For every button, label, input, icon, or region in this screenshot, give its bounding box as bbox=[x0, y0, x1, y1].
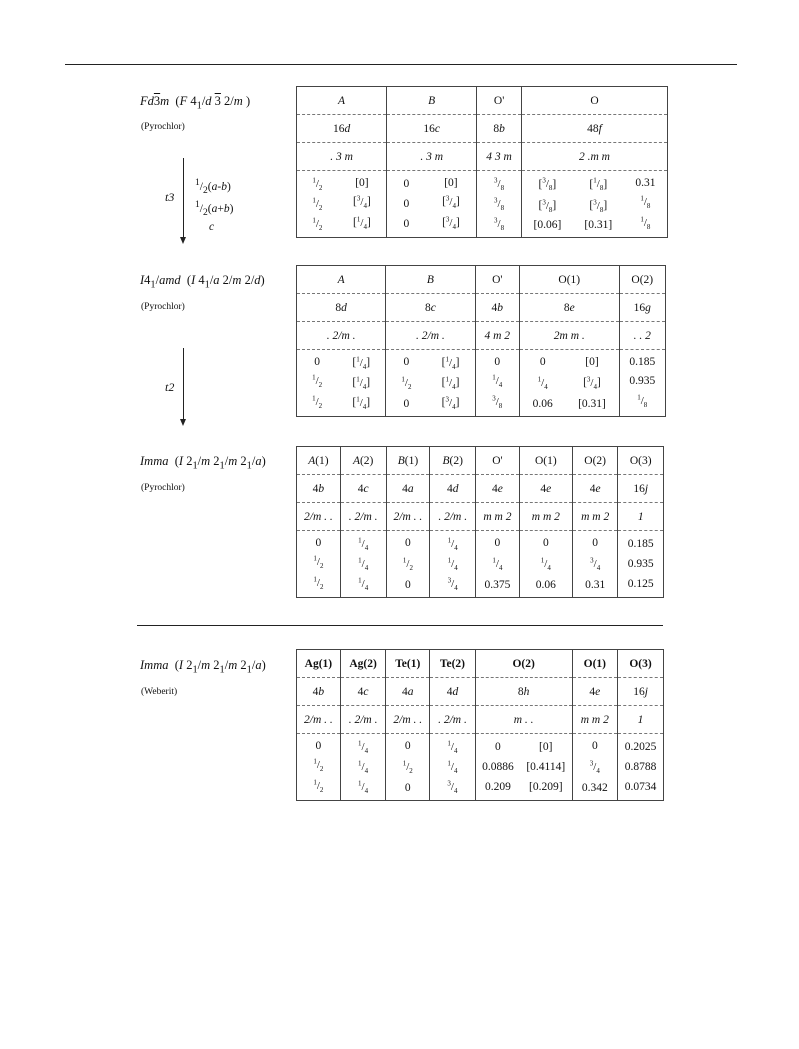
wyckoff-head-cell: O(1) bbox=[519, 447, 572, 475]
coordinate-value: $^1/_2$ bbox=[312, 373, 323, 389]
coordinate-value: $^1/_4$ bbox=[358, 759, 369, 775]
subgroup-index: t3 bbox=[165, 190, 175, 204]
structure-type-label: (Weberit) bbox=[141, 687, 178, 697]
coordinate-value: $[^1/_4]$ bbox=[353, 215, 371, 232]
wyckoff-wy-cell: 48f bbox=[521, 115, 667, 143]
coordinate-cell bbox=[297, 531, 341, 598]
wyckoff-head-cell: O(1) bbox=[572, 650, 618, 678]
wyckoff-head-cell: O(2) bbox=[572, 447, 618, 475]
coordinate-value: $[^1/_8]$ bbox=[589, 176, 608, 193]
wyckoff-wy-cell: 4c bbox=[340, 678, 386, 706]
wyckoff-wy-cell: 8b bbox=[477, 115, 522, 143]
coordinate-value: 0 bbox=[314, 355, 321, 368]
coordinate-value: 0 bbox=[403, 218, 410, 230]
structure-type-label: (Pyrochlor) bbox=[141, 302, 185, 312]
coordinate-value: [0] bbox=[355, 176, 369, 189]
space-group-label: $I4_1$/amd (I $4_1/a$ 2/m 2/d) bbox=[140, 273, 265, 291]
coordinate-value: $^1/_2$ bbox=[312, 176, 323, 192]
coordinate-value: $[^3/_4]$ bbox=[583, 375, 601, 391]
wyckoff-wy-cell: 4c bbox=[340, 475, 386, 503]
wyckoff-head-cell: O' bbox=[475, 266, 519, 294]
coordinate-value: $^1/_4$ bbox=[447, 536, 458, 552]
coordinate-value: 0 bbox=[405, 578, 411, 591]
coordinate-value: $^1/_4$ bbox=[358, 576, 369, 592]
coordinate-value: $^1/_2$ bbox=[313, 778, 324, 795]
wyckoff-head-cell: O' bbox=[476, 447, 520, 475]
wyckoff-head-cell: A(2) bbox=[340, 447, 386, 475]
wyckoff-sym-cell: 2/m . . bbox=[386, 503, 430, 531]
coordinate-value: $^1/_4$ bbox=[358, 779, 369, 795]
coordinate-cell bbox=[477, 171, 522, 238]
coordinate-value: 0.935 bbox=[629, 375, 656, 388]
coordinate-value: 0 bbox=[592, 537, 599, 550]
coordinate-cell bbox=[297, 734, 341, 801]
coordinate-value: $[^3/_8]$ bbox=[589, 198, 608, 214]
coordinate-value: 0 bbox=[403, 198, 410, 210]
coordinate-value: 0.31 bbox=[585, 578, 606, 591]
coordinate-value: $[^1/_4]$ bbox=[352, 375, 371, 391]
wyckoff-table bbox=[296, 86, 668, 238]
coordinate-value: $^3/_4$ bbox=[589, 759, 600, 775]
coordinate-value: $^3/_4$ bbox=[447, 779, 458, 795]
wyckoff-sym-cell: 1 bbox=[618, 706, 664, 734]
wyckoff-head-cell: A bbox=[297, 266, 386, 294]
wyckoff-head-cell: O(3) bbox=[618, 650, 664, 678]
wyckoff-sym-cell: . 2/m . bbox=[340, 503, 386, 531]
coordinate-cell bbox=[430, 531, 476, 598]
coordinate-cell bbox=[386, 734, 430, 801]
coordinate-cell bbox=[476, 531, 520, 598]
coordinate-value: 0.06 bbox=[532, 397, 553, 410]
wyckoff-wy-cell: 4e bbox=[572, 678, 618, 706]
coordinate-value: 0 bbox=[315, 739, 322, 752]
subgroup-arrow bbox=[183, 158, 184, 238]
coordinate-value: $[^3/_4]$ bbox=[442, 215, 460, 232]
coordinate-value: $^1/_4$ bbox=[358, 536, 369, 552]
coordinate-value: $[^3/_4]$ bbox=[442, 194, 460, 210]
coordinate-cell bbox=[297, 350, 386, 417]
coordinate-value: 0.31 bbox=[635, 176, 656, 189]
wyckoff-wy-cell: 4b bbox=[297, 678, 341, 706]
coordinate-value: 0.342 bbox=[581, 781, 608, 794]
wyckoff-head-cell: A(1) bbox=[297, 447, 341, 475]
coordinate-value: [0] bbox=[444, 176, 458, 189]
coordinate-value: $^1/_4$ bbox=[447, 759, 458, 775]
coordinate-value: $^1/_8$ bbox=[640, 194, 651, 210]
coordinate-value: $[^3/_4]$ bbox=[353, 194, 371, 210]
wyckoff-head-cell: O(2) bbox=[619, 266, 665, 294]
coordinate-cell bbox=[475, 350, 519, 417]
wyckoff-table bbox=[296, 649, 664, 801]
coordinate-value: $^1/_8$ bbox=[637, 393, 648, 410]
coordinate-value: $[^1/_4]$ bbox=[441, 375, 460, 391]
coordinate-cell bbox=[386, 350, 475, 417]
wyckoff-head-cell: O bbox=[521, 87, 667, 115]
wyckoff-head-cell: O(2) bbox=[475, 650, 572, 678]
wyckoff-head-cell: O' bbox=[477, 87, 522, 115]
wyckoff-wy-cell: 4e bbox=[519, 475, 572, 503]
coordinate-value: 0.0886 bbox=[482, 761, 514, 773]
coordinate-value: $^1/_2$ bbox=[312, 216, 323, 232]
coordinate-value: 0.935 bbox=[627, 558, 654, 570]
wyckoff-head-cell: A bbox=[297, 87, 387, 115]
wyckoff-table bbox=[296, 265, 666, 417]
coordinate-value: 0 bbox=[404, 781, 411, 794]
coordinate-value: 0.8788 bbox=[624, 761, 657, 773]
wyckoff-head-cell: Te(1) bbox=[386, 650, 430, 678]
coordinate-value: 0 bbox=[404, 740, 411, 753]
wyckoff-wy-cell: 4b bbox=[475, 294, 519, 322]
wyckoff-head-cell: Ag(1) bbox=[297, 650, 341, 678]
wyckoff-wy-cell: 4b bbox=[297, 475, 341, 503]
wyckoff-sym-cell: 2/m . . bbox=[297, 503, 341, 531]
coordinate-cell bbox=[618, 531, 664, 598]
wyckoff-sym-cell: . 2/m . bbox=[297, 322, 386, 350]
wyckoff-wy-cell: 4d bbox=[430, 678, 476, 706]
coordinate-value: $^1/_2$ bbox=[313, 757, 324, 773]
wyckoff-head-cell: O(1) bbox=[520, 266, 620, 294]
coordinate-cell bbox=[572, 531, 618, 598]
coordinate-value: [0.06] bbox=[533, 219, 562, 232]
coordinate-cell bbox=[430, 734, 476, 801]
coordinate-value: 0.125 bbox=[627, 578, 654, 590]
space-group-label: Fd3m (F $4_1/d$ 3 2/m ) bbox=[140, 94, 251, 112]
coordinate-value: $[^3/_4]$ bbox=[441, 395, 460, 411]
coordinate-value: $^1/_4$ bbox=[492, 373, 503, 389]
coordinate-value: [0.4114] bbox=[526, 761, 566, 773]
wyckoff-sym-cell: 4 m 2 bbox=[475, 322, 519, 350]
coordinate-value: $^1/_4$ bbox=[492, 556, 503, 572]
subgroup-index: t2 bbox=[165, 380, 175, 394]
coordinate-value: $^3/_8$ bbox=[494, 196, 505, 212]
subgroup-arrow bbox=[183, 348, 184, 420]
coordinate-cell bbox=[340, 531, 386, 598]
wyckoff-table bbox=[296, 446, 664, 598]
coordinate-value: $^1/_2$ bbox=[401, 375, 412, 391]
coordinate-value: 0 bbox=[542, 537, 549, 550]
coordinate-value: 0 bbox=[405, 537, 411, 550]
coordinate-cell bbox=[520, 350, 620, 417]
wyckoff-head-cell: O(3) bbox=[618, 447, 664, 475]
coordinate-cell bbox=[475, 734, 572, 801]
coordinate-value: $^3/_4$ bbox=[447, 576, 458, 592]
coordinate-value: $^3/_8$ bbox=[494, 216, 505, 232]
wyckoff-sym-cell: m m 2 bbox=[572, 503, 618, 531]
coordinate-value: $^1/_4$ bbox=[537, 375, 548, 391]
coordinate-value: [0] bbox=[539, 741, 553, 753]
coordinate-value: 0 bbox=[403, 178, 410, 190]
wyckoff-sym-cell: 4 3 m bbox=[477, 143, 522, 171]
coordinate-value: [0.31] bbox=[578, 397, 606, 410]
wyckoff-wy-cell: 16g bbox=[619, 294, 665, 322]
coordinate-value: $^1/_8$ bbox=[640, 215, 651, 232]
coordinate-value: 0.209 bbox=[484, 781, 511, 793]
coordinate-value: 0 bbox=[591, 740, 598, 753]
coordinate-value: 0.06 bbox=[535, 578, 556, 591]
wyckoff-wy-cell: 16j bbox=[618, 475, 664, 503]
wyckoff-sym-cell: 2m m . bbox=[520, 322, 620, 350]
coordinate-value: $^1/_2$ bbox=[402, 759, 413, 775]
coordinate-cell bbox=[572, 734, 618, 801]
coordinate-value: $^1/_4$ bbox=[447, 739, 458, 755]
structure-type-label: (Pyrochlor) bbox=[141, 483, 185, 493]
top-rule bbox=[65, 64, 737, 65]
coordinate-value: $^1/_2$ bbox=[313, 554, 324, 570]
wyckoff-sym-cell: . 2/m . bbox=[430, 706, 476, 734]
coordinate-value: 0 bbox=[494, 355, 501, 368]
coordinate-cell bbox=[619, 350, 665, 417]
coordinate-value: $[^3/_8]$ bbox=[538, 198, 557, 214]
wyckoff-wy-cell: 4a bbox=[386, 678, 430, 706]
coordinate-value: 0 bbox=[315, 536, 322, 549]
wyckoff-head-cell: Ag(2) bbox=[340, 650, 386, 678]
wyckoff-sym-cell: m m 2 bbox=[476, 503, 520, 531]
coordinate-value: $^1/_2$ bbox=[312, 196, 323, 212]
wyckoff-head-cell: B bbox=[386, 266, 475, 294]
coordinate-value: [0.31] bbox=[584, 219, 613, 232]
coordinate-value: 0.185 bbox=[627, 538, 654, 550]
coordinate-cell bbox=[521, 171, 667, 238]
coordinate-value: 0 bbox=[403, 397, 410, 410]
coordinate-value: 0.185 bbox=[629, 356, 656, 369]
basis-transform: $^1/_2(a-b)$ $^1/_2(a+b)$ c bbox=[195, 177, 234, 234]
wyckoff-wy-cell: 8e bbox=[520, 294, 620, 322]
wyckoff-sym-cell: . 2/m . bbox=[430, 503, 476, 531]
wyckoff-head-cell: B bbox=[387, 87, 477, 115]
wyckoff-wy-cell: 16d bbox=[297, 115, 387, 143]
wyckoff-sym-cell: m . . bbox=[475, 706, 572, 734]
coordinate-value: [0.209] bbox=[528, 781, 563, 793]
structure-type-label: (Pyrochlor) bbox=[141, 122, 185, 132]
coordinate-cell bbox=[340, 734, 386, 801]
coordinate-value: 0.375 bbox=[484, 578, 511, 591]
coordinate-value: [0] bbox=[585, 356, 599, 369]
coordinate-value: 0 bbox=[403, 356, 410, 369]
wyckoff-head-cell: B(1) bbox=[386, 447, 430, 475]
coordinate-value: $^3/_8$ bbox=[492, 394, 503, 411]
coordinate-value: 0.0734 bbox=[624, 781, 657, 793]
coordinate-value: $^1/_2$ bbox=[313, 575, 324, 592]
wyckoff-wy-cell: 4a bbox=[386, 475, 430, 503]
coordinate-cell bbox=[618, 734, 664, 801]
wyckoff-sym-cell: m m 2 bbox=[572, 706, 618, 734]
coordinate-value: $[^1/_4]$ bbox=[352, 355, 371, 371]
wyckoff-wy-cell: 16c bbox=[387, 115, 477, 143]
wyckoff-wy-cell: 8d bbox=[297, 294, 386, 322]
wyckoff-sym-cell: . 2/m . bbox=[386, 322, 475, 350]
coordinate-value: $^1/_4$ bbox=[358, 556, 369, 572]
coordinate-value: $^3/_4$ bbox=[590, 556, 601, 572]
wyckoff-sym-cell: . . 2 bbox=[619, 322, 665, 350]
coordinate-value: $[^1/_4]$ bbox=[352, 395, 371, 411]
wyckoff-sym-cell: 2/m . . bbox=[297, 706, 341, 734]
wyckoff-wy-cell: 4d bbox=[430, 475, 476, 503]
coordinate-value: 0 bbox=[495, 741, 501, 753]
wyckoff-head-cell: Te(2) bbox=[430, 650, 476, 678]
coordinate-cell bbox=[519, 531, 572, 598]
section-divider bbox=[137, 625, 663, 626]
coordinate-value: $^1/_4$ bbox=[447, 556, 458, 572]
wyckoff-wy-cell: 4e bbox=[572, 475, 618, 503]
wyckoff-wy-cell: 4e bbox=[476, 475, 520, 503]
space-group-label: Imma (I $2_1/m$ $2_1/m$ $2_1/a$) bbox=[140, 454, 266, 472]
wyckoff-sym-cell: m m 2 bbox=[519, 503, 572, 531]
coordinate-value: $^1/_4$ bbox=[540, 556, 551, 572]
wyckoff-sym-cell: . 3 m bbox=[387, 143, 477, 171]
space-group-label: Imma (I $2_1/m$ $2_1/m$ $2_1/a$) bbox=[140, 658, 266, 676]
coordinate-value: $^1/_2$ bbox=[312, 394, 323, 411]
wyckoff-wy-cell: 16j bbox=[618, 678, 664, 706]
wyckoff-sym-cell: . 3 m bbox=[297, 143, 387, 171]
coordinate-value: $[^3/_8]$ bbox=[538, 176, 557, 193]
coordinate-value: $^1/_4$ bbox=[358, 739, 369, 755]
coordinate-cell bbox=[387, 171, 477, 238]
wyckoff-wy-cell: 8c bbox=[386, 294, 475, 322]
wyckoff-sym-cell: . 2/m . bbox=[340, 706, 386, 734]
wyckoff-sym-cell: 2/m . . bbox=[386, 706, 430, 734]
wyckoff-sym-cell: 1 bbox=[618, 503, 664, 531]
coordinate-cell bbox=[386, 531, 430, 598]
coordinate-value: 0.2025 bbox=[624, 741, 657, 753]
wyckoff-wy-cell: 8h bbox=[475, 678, 572, 706]
coordinate-cell bbox=[297, 171, 387, 238]
coordinate-value: 0 bbox=[494, 537, 501, 550]
coordinate-value: $^3/_8$ bbox=[494, 176, 505, 192]
wyckoff-head-cell: B(2) bbox=[430, 447, 476, 475]
coordinate-value: $[^1/_4]$ bbox=[441, 355, 460, 371]
coordinate-value: $^1/_2$ bbox=[402, 556, 413, 572]
coordinate-value: 0 bbox=[539, 356, 546, 369]
wyckoff-sym-cell: 2 .m m bbox=[521, 143, 667, 171]
